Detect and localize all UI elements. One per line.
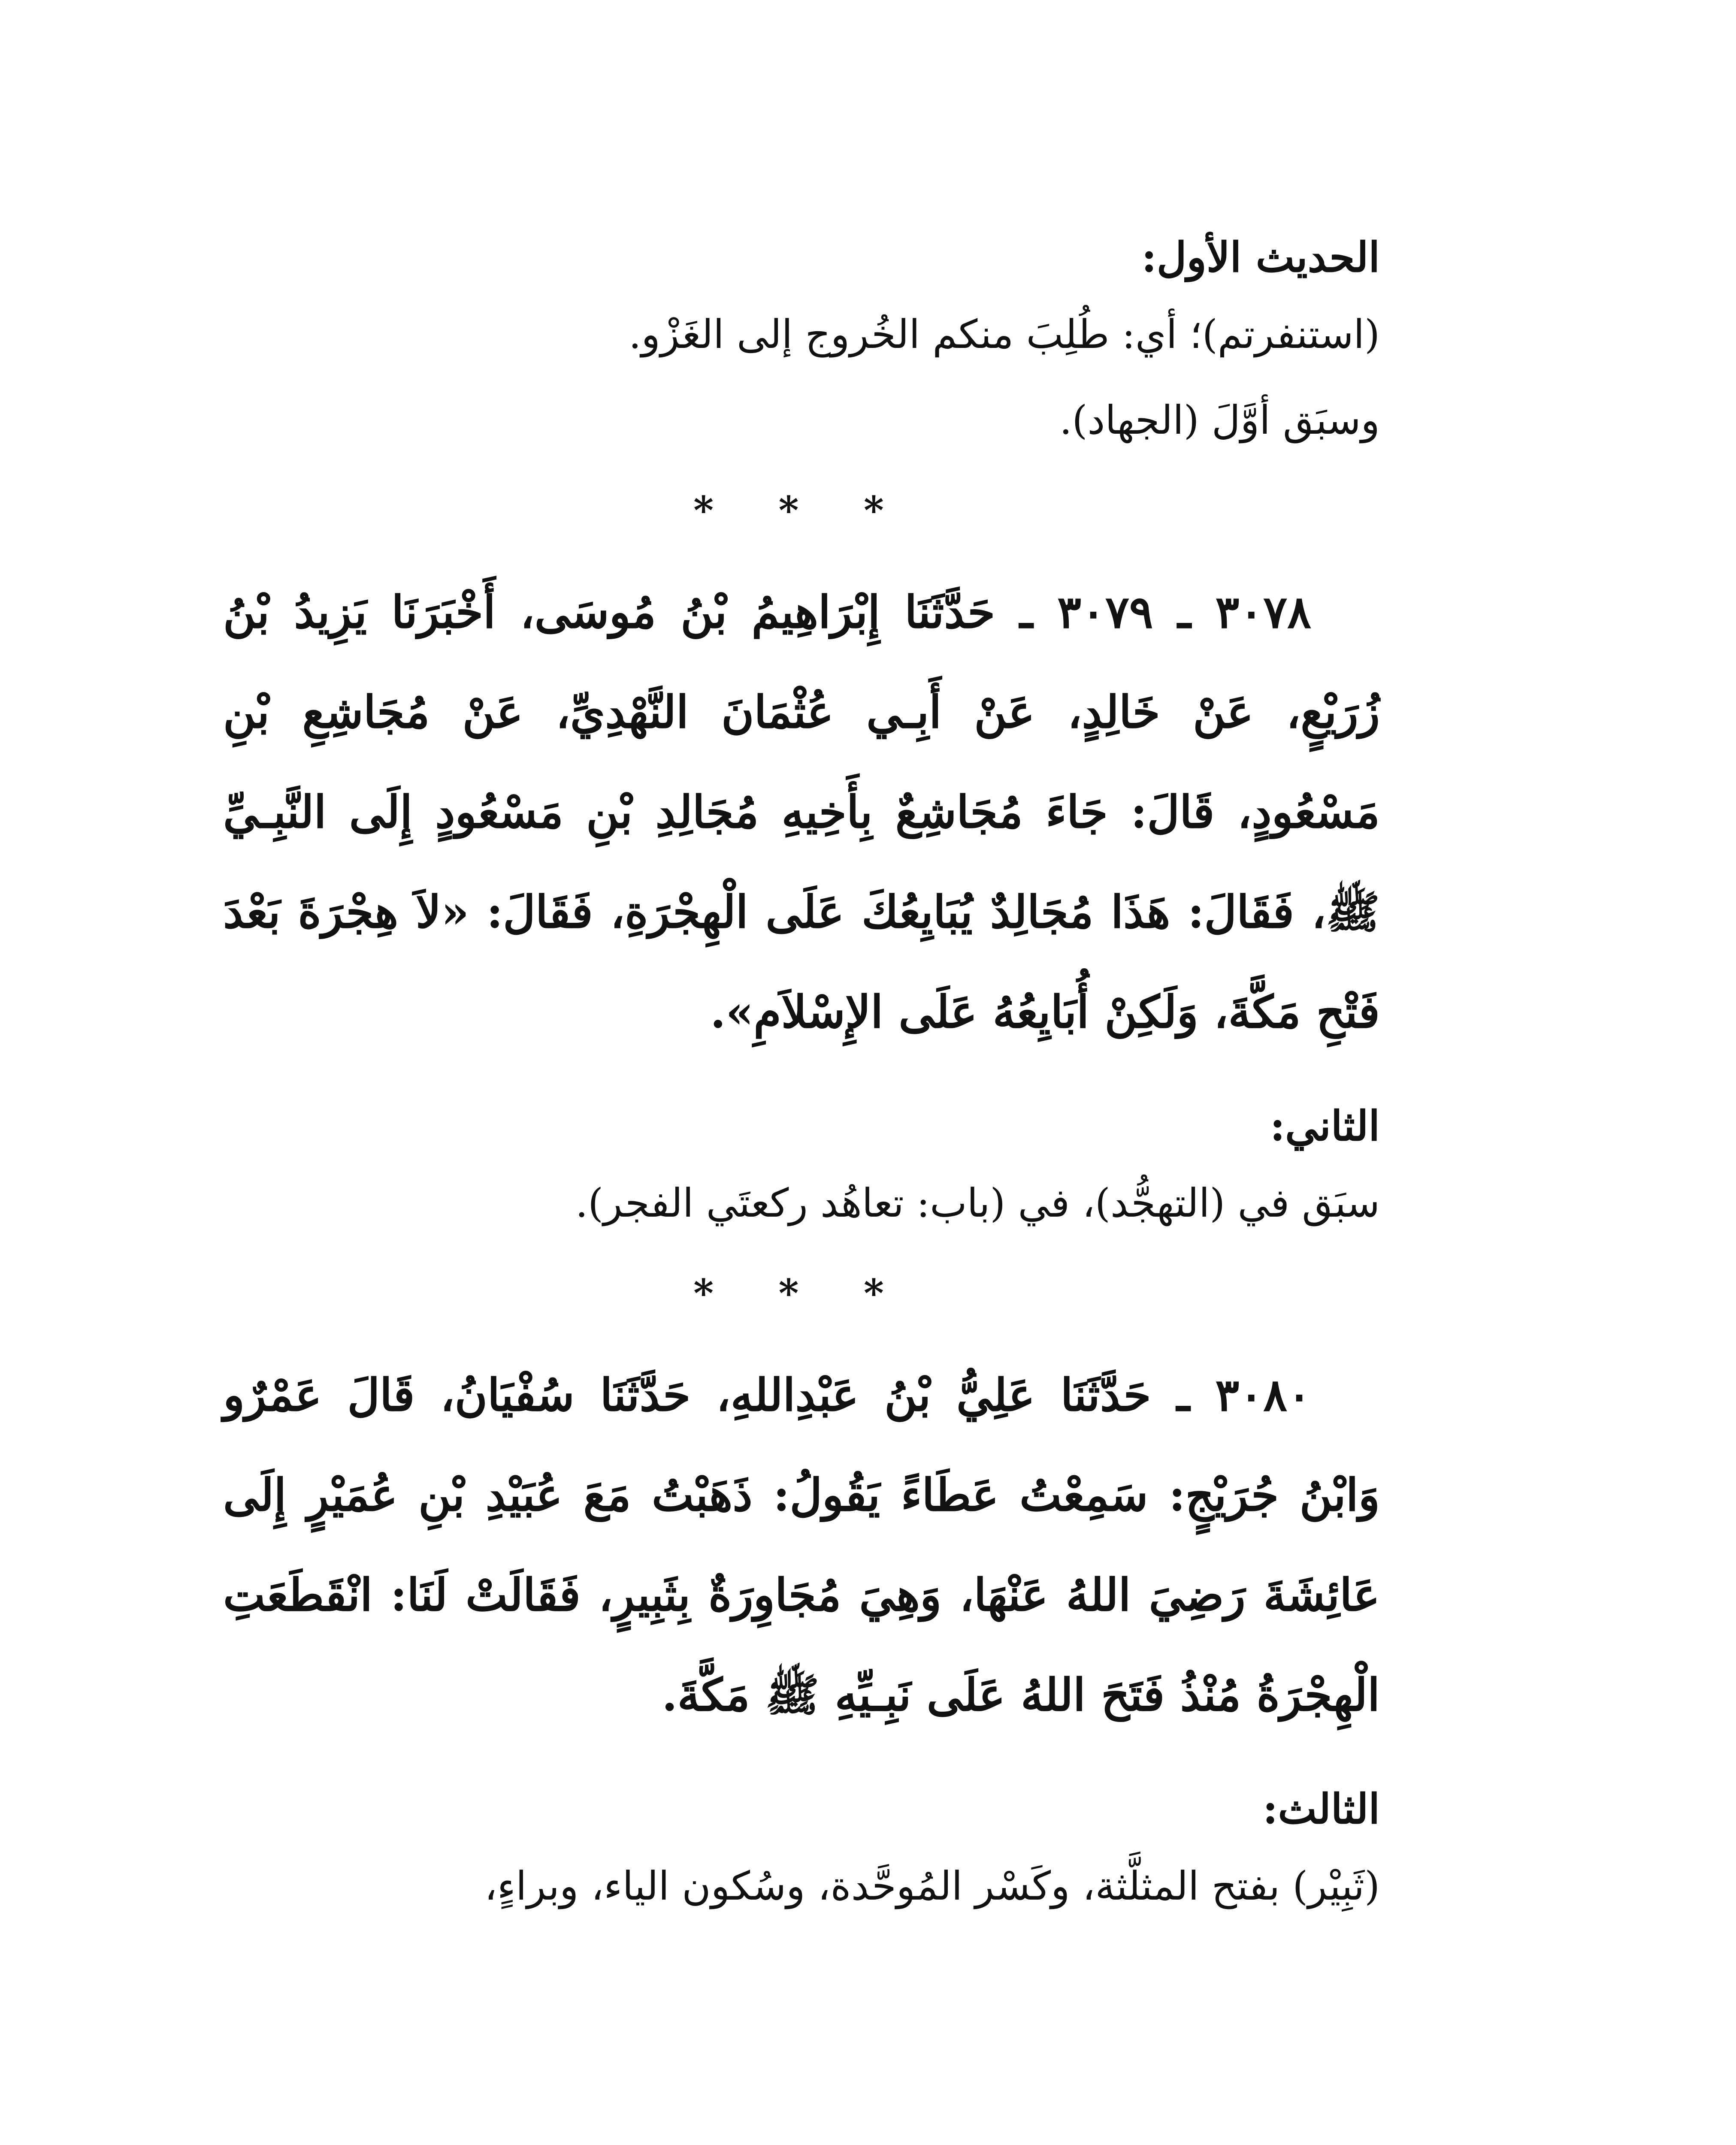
hadith-text: حَدَّثَنَا عَلِيُّ بْنُ عَبْدِاللهِ، حَدَّثَنَا سُفْيَانُ، قَالَ عَمْرٌو وَابْنُ جُرَيْجٍ: سَمِعْتُ عَطَاءً يَقُولُ: ذَهَبْتُ مَعَ عُبَيْدِ بْنِ عُمَيْرٍ إِلَى عَائِشَةَ رَضِيَ اللهُ عَنْهَا، وَهِيَ مُجَاوِرَةٌ بِثَبِيرٍ، فَقَالَتْ لَنَا: انْقَطَعَتِ الْهِجْرَةُ مُنْذُ فَتَحَ اللهُ عَلَى نَبِـيِّهِ ﷺ مَكَّةَ. — [223, 1369, 1380, 1721]
third-comment-line: (ثَبِيْر) بفتح المثلَّثة، وكَسْر المُوحَّدة، وسُكون الياء، وبراءٍ، — [484, 1863, 1380, 1909]
hadith-3080 — [223, 1345, 1380, 1745]
first-comment-reference: وسبَق أوَّلَ (الجهاد). — [1059, 397, 1380, 443]
section-separator: * * * — [693, 488, 910, 533]
first-hadith-heading: الحديث الأول: — [1141, 233, 1380, 281]
hadith-text: حَدَّثَنَا إِبْرَاهِيمُ بْنُ مُوسَى، أَخْبَرَنَا يَزِيدُ بْنُ زُرَيْعٍ، عَنْ خَالِدٍ، عَنْ أَبِـي عُثْمَانَ النَّهْدِيِّ، عَنْ مُجَاشِعِ بْنِ مَسْعُودٍ، قَالَ: جَاءَ مُجَاشِعٌ بِأَخِيهِ مُجَالِدِ بْنِ مَسْعُودٍ إِلَى النَّبِـيِّ ﷺ، فَقَالَ: هَذَا مُجَالِدٌ يُبَايِعُكَ عَلَى الْهِجْرَةِ، فَقَالَ: «لاَ هِجْرَةَ بَعْدَ فَتْحِ مَكَّةَ، وَلَكِنْ أُبَايِعُهُ عَلَى الإِسْلاَمِ». — [223, 586, 1380, 1038]
second-comment-line: سبَق في (التهجُّد)، في (باب: تعاهُد ركعتَي الفجر). — [575, 1180, 1380, 1226]
hadith-number: ٣٠٨٠ ـ — [1176, 1369, 1311, 1421]
hadith-number: ٣٠٧٨ ـ ٣٠٧٩ ـ — [1019, 586, 1312, 638]
hadith-3078-3079 — [223, 562, 1380, 1062]
section-separator: * * * — [693, 1271, 910, 1316]
page-content — [223, 223, 1380, 1929]
third-hadith-heading: الثالث: — [1262, 1785, 1380, 1833]
second-hadith-heading: الثاني: — [1270, 1102, 1380, 1150]
first-comment-line: (استنفرتم)؛ أي: طُلِبَ منكم الخُروج إلى الغَزْو. — [629, 311, 1380, 357]
